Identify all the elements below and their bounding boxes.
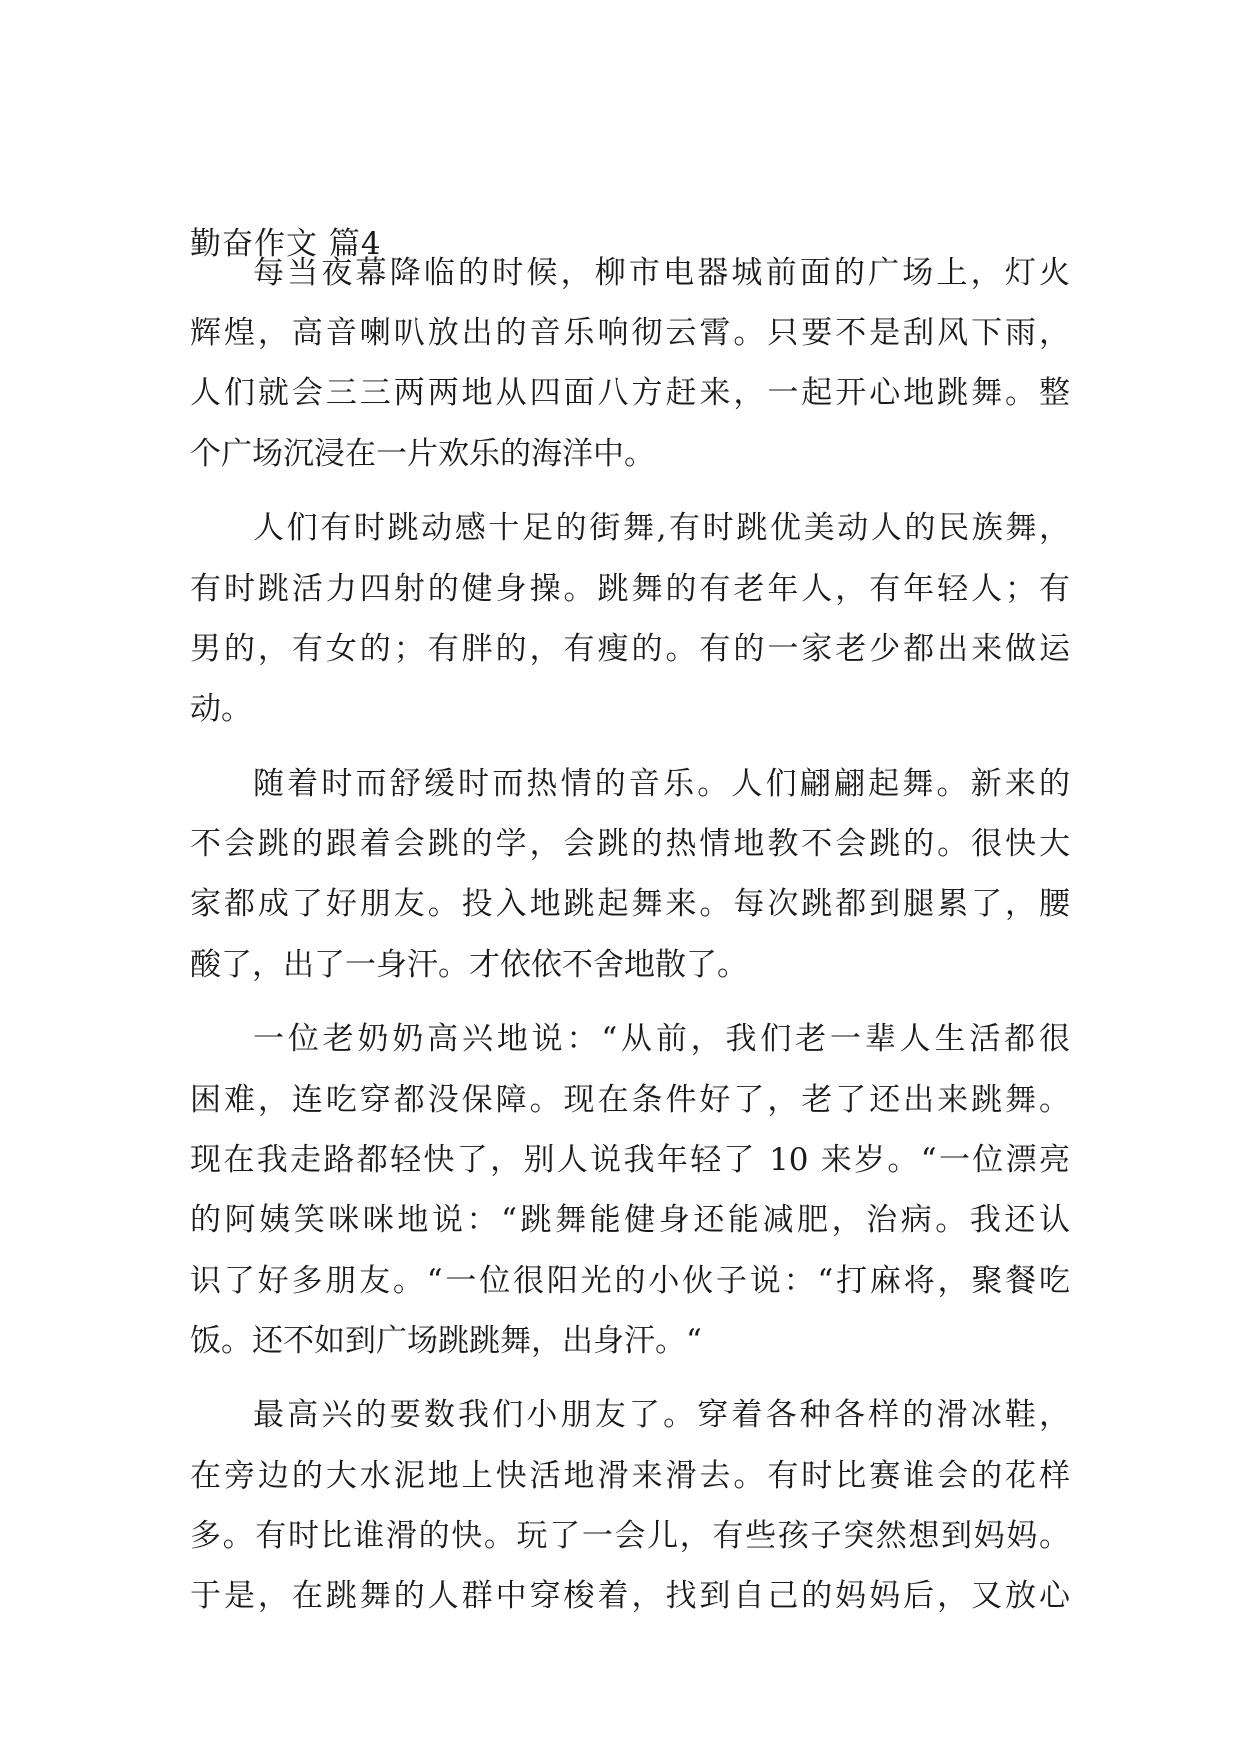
text-line: 人们有时跳动感十足的街舞,有时跳优美动人的民族舞， (253, 510, 1070, 546)
text-line: 动。 (190, 691, 252, 727)
text-line: 识了好多朋友。“一位很阳光的小伙子说：“打麻将，聚餐吃 (190, 1263, 1070, 1299)
text-line: 一位老奶奶高兴地说：“从前，我们老一辈人生活都很 (253, 1021, 1070, 1057)
text-line: 酸了，出了一身汗。才依依不舍地散了。 (190, 947, 748, 983)
text-line: 有时跳活力四射的健身操。跳舞的有老年人，有年轻人；有 (190, 571, 1070, 607)
text-line: 多。有时比谁滑的快。玩了一会儿，有些孩子突然想到妈妈。 (190, 1518, 1070, 1554)
text-line: 辉煌，高音喇叭放出的音乐响彻云霄。只要不是刮风下雨， (190, 315, 1070, 351)
text-line: 困难，连吃穿都没保障。现在条件好了，老了还出来跳舞。 (190, 1082, 1070, 1118)
text-line: 的阿姨笑咪咪地说：“跳舞能健身还能减肥，治病。我还认 (190, 1202, 1070, 1238)
text-line: 于是，在跳舞的人群中穿梭着，找到自己的妈妈后，又放心 (190, 1578, 1070, 1614)
text-line: 现在我走路都轻快了，别人说我年轻了 10 来岁。“一位漂亮 (190, 1142, 1070, 1178)
text-line: 每当夜幕降临的时候，柳市电器城前面的广场上，灯火 (253, 255, 1070, 291)
text-line: 在旁边的大水泥地上快活地滑来滑去。有时比赛谁会的花样 (190, 1458, 1070, 1494)
text-line: 男的，有女的；有胖的，有瘦的。有的一家老少都出来做运 (190, 631, 1070, 667)
text-line: 个广场沉浸在一片欢乐的海洋中。 (190, 436, 655, 472)
text-line: 不会跳的跟着会跳的学，会跳的热情地教不会跳的。很快大 (190, 826, 1070, 862)
text-line: 人们就会三三两两地从四面八方赶来，一起开心地跳舞。整 (190, 375, 1070, 411)
text-line: 随着时而舒缓时而热情的音乐。人们翩翩起舞。新来的 (253, 766, 1070, 802)
text-line: 家都成了好朋友。投入地跳起舞来。每次跳都到腿累了，腰 (190, 886, 1070, 922)
text-line: 最高兴的要数我们小朋友了。穿着各种各样的滑冰鞋， (253, 1397, 1070, 1433)
text-line: 饭。还不如到广场跳跳舞，出身汗。“ (190, 1323, 702, 1359)
essay-heading: 勤奋作文 篇4 (190, 226, 382, 262)
